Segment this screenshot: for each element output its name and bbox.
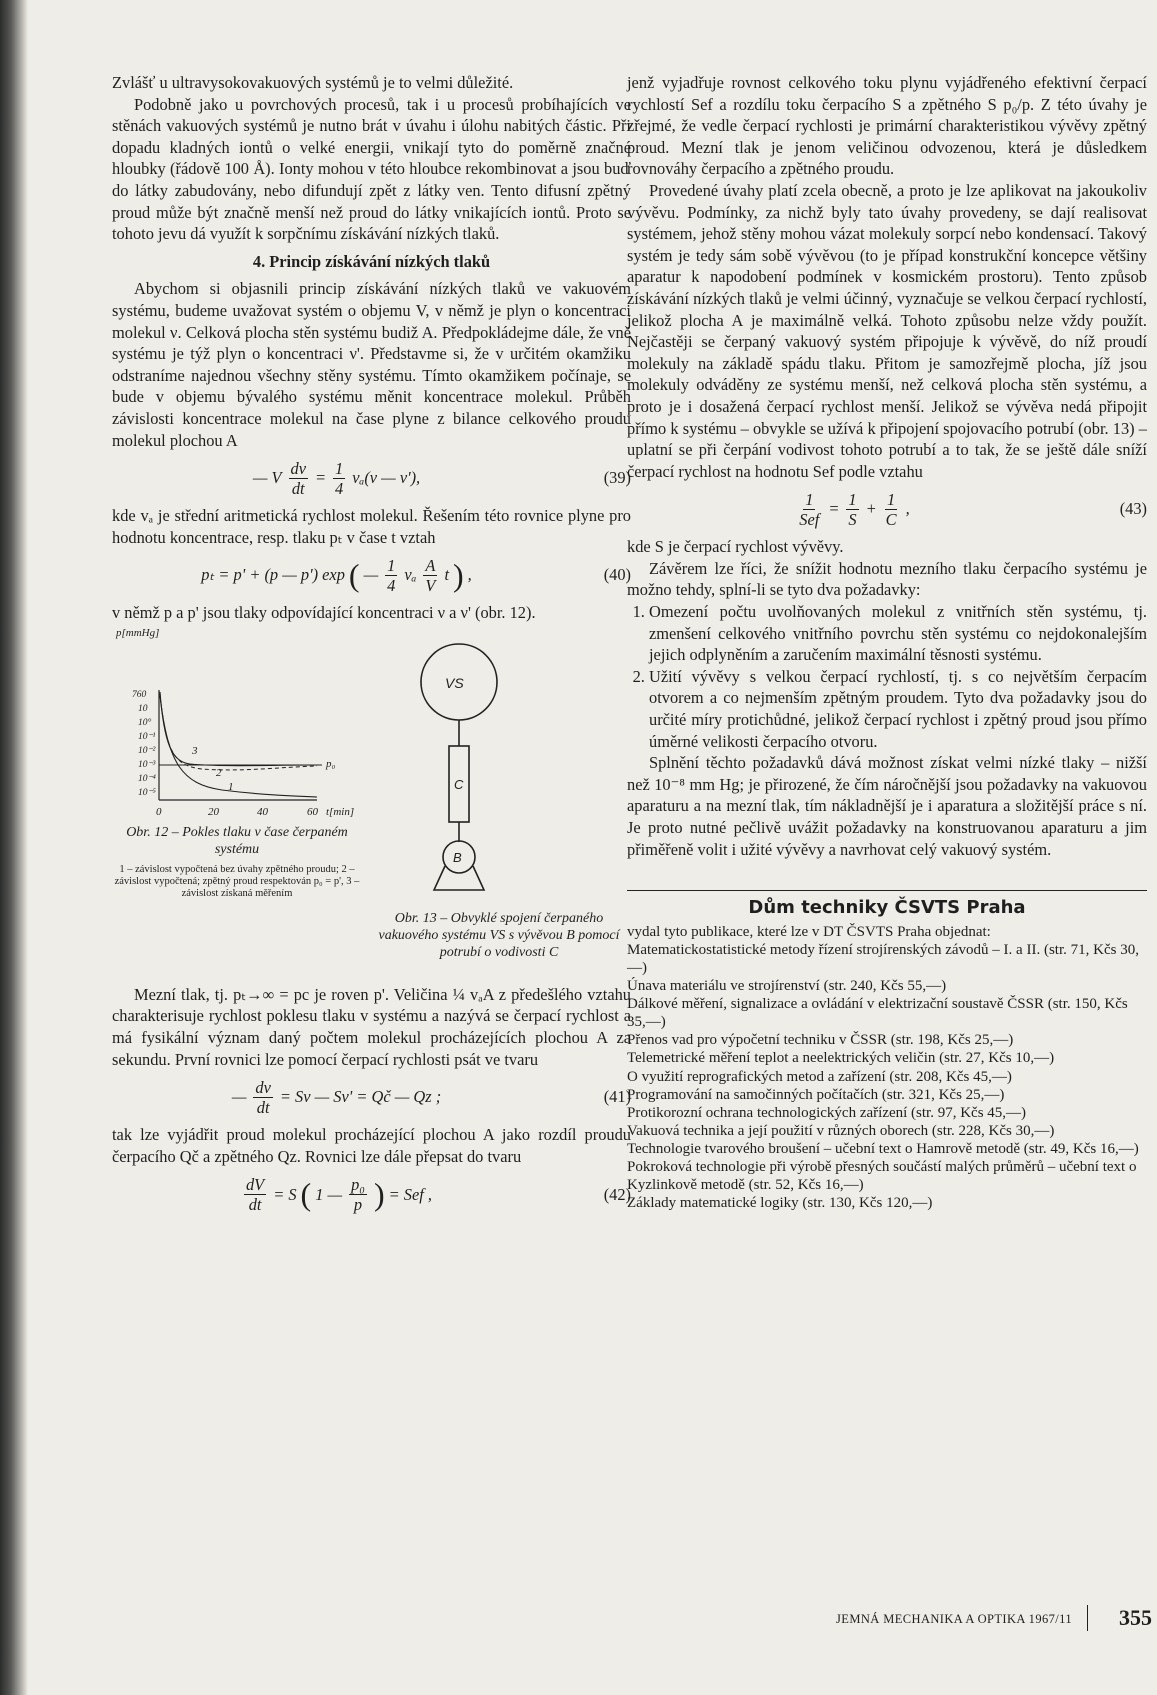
ad-item: Dálkové měření, signalizace a ovládání v elektrizační soustavě ČSSR (str. 150, Kčs 35,—) bbox=[627, 996, 1128, 1031]
book-binding-shadow bbox=[0, 0, 28, 1695]
curve-1 bbox=[160, 696, 317, 797]
vs-label: VS bbox=[445, 674, 464, 691]
figure-13-caption-block bbox=[374, 910, 624, 961]
paragraph: kde vₐ je střední aritmetická rychlost molekul. Řešením této rovnice plyne pro hodnotu koncentrace, resp. tlaku pₜ v čase t vztah bbox=[112, 506, 631, 547]
paragraph: tak lze vyjádřit proud molekul procházející plochou A jako rozdíl proudu čerpacího Qč a zpětného Qz. Rovnici lze dále přepsat do tvaru bbox=[112, 1125, 631, 1166]
ad-intro: vydal tyto publikace, které lze v DT ČSVTS Praha objednat: bbox=[627, 923, 991, 940]
paragraph: v němž p a p' jsou tlaky odpovídající koncentraci ν a ν' (obr. 12). bbox=[112, 603, 536, 623]
journal-title: JEMNÁ MECHANIKA A OPTIKA 1967/11 bbox=[836, 1612, 1072, 1626]
xtick: 0 bbox=[156, 805, 162, 818]
equation-number: (41) bbox=[603, 1087, 631, 1107]
figure-13-caption: Obr. 13 – Obvyklé spojení čerpaného vakuového systému VS s vývěvou B pomocí potrubí o vodivosti C bbox=[378, 910, 620, 960]
c-label: C bbox=[454, 776, 464, 792]
xtick: 40 bbox=[257, 805, 268, 818]
p0-label: p₀ bbox=[326, 757, 336, 770]
paragraph: Abychom si objasnili princip získávání nízkých tlaků ve vakuovém systému, budeme uvažovat systém o objemu V, v němž je plyn o koncentraci molekul ν. Celková plocha stěn systému budiž A. Předpokládejme dále, že vně systému je týž plyn o koncentraci ν'. Představme si, že v určitém okamžiku odstraníme najednou všechny stěny systému. Tímto okamžikem počínaje, se bude v objemu bývalého systému měnit koncentrace molekul. Průběh závislosti koncentrace molekul na čase plyne z bilance celkového proudu molekul plochou A bbox=[112, 279, 631, 450]
curve-label: 2 bbox=[216, 766, 222, 779]
curve-label: 1 bbox=[228, 780, 234, 793]
figures-area bbox=[112, 624, 631, 984]
ad-item: Vakuová technika a její použití v různých oborech (str. 228, Kčs 30,—) bbox=[627, 1122, 1055, 1139]
ad-item: O využití reprografických metod a zařízení (str. 208, Kčs 45,—) bbox=[627, 1068, 1012, 1085]
ad-item: Technologie tvarového broušení – učební text o Hamrově metodě (str. 49, Kčs 16,—) bbox=[627, 1140, 1139, 1157]
graph-xlabel: t[min] bbox=[326, 805, 355, 818]
ytick: 10 bbox=[138, 703, 148, 714]
figure-12-caption-block bbox=[112, 824, 362, 900]
ad-heading: Dům techniky ČSVTS Praha bbox=[748, 897, 1026, 919]
paragraph: Mezní tlak, tj. pₜ→∞ = pc je roven p'. Veličina ¼ vₐA z předešlého vztahu charakterisuje rychlost poklesu tlaku v systému a nazývá se čerpací rychlost a má fysikální význam daný počtem molekul procházejících plochou A za sekundu. První rovnici lze pomocí čerpací rychlosti psát ve tvaru bbox=[112, 984, 631, 1069]
ytick: 10⁻¹ bbox=[138, 731, 156, 742]
figure-12-legend: 1 – závislost vypočtená bez úvahy zpětného proudu; 2 – závislost vypočtená; zpětný proud respektován p₀ = p', 3 – závislost získaná měřením bbox=[114, 863, 360, 899]
section-heading: 4. Princip získávání nízkých tlaků bbox=[252, 251, 491, 271]
page-footer bbox=[788, 1603, 1157, 1635]
ytick: 10⁻³ bbox=[138, 759, 156, 770]
ad-item: Programování na samočinných počítačích (str. 321, Kčs 25,—) bbox=[627, 1086, 1005, 1103]
ad-item: Telemetrické měření teplot a neelektrických veličin (str. 27, Kčs 10,—) bbox=[627, 1050, 1055, 1067]
equation-41: — $\frac{d\nu}{dt}$ = Sν — Sν' = Qč — Qz ; (41) bbox=[112, 1074, 631, 1120]
ad-item: Únava materiálu ve strojírenství (str. 240, Kčs 55,—) bbox=[627, 978, 947, 995]
ad-item: Matematickostatistické metody řízení strojírenských závodů – I. a II. (str. 71, Kčs 30,—) bbox=[627, 941, 1139, 976]
page-number: 355 bbox=[1119, 1605, 1152, 1630]
footer-divider bbox=[1087, 1605, 1088, 1631]
paragraph: Splnění těchto požadavků dává možnost získat velmi nízké tlaky – nižší než 10⁻⁸ mm Hg; je přirozené, že čím náročnější jsou požadavky na vakuovou aparaturu a na mezní tlak, tím nákladnější je i aparatura a složitější práce s ní. Je proto nutné pečlivě uvážit požadavky na konstruovanou aparaturu a jim přiměřeně volit i užité vývěvy a navrhovat celý vakuový systém. bbox=[627, 753, 1147, 859]
ytick: 10⁻⁵ bbox=[138, 787, 156, 798]
equation-number: (42) bbox=[603, 1184, 631, 1204]
ytick: 760 bbox=[132, 689, 147, 700]
equation-43: $\frac{1}{\text{Sef}}$ = $\frac{1}{S}$ + $\frac{1}{C}$ , (43) bbox=[627, 486, 1147, 532]
ad-item: Základy matematické logiky (str. 130, Kčs 120,—) bbox=[627, 1195, 933, 1212]
paragraph: Závěrem lze říci, že snížit hodnotu mezního tlaku čerpacího systému je možno tehdy, splní-li se tyto dva požadavky: bbox=[627, 558, 1147, 600]
xtick: 20 bbox=[208, 805, 219, 818]
paragraph: Podobně jako u povrchových procesů, tak i u procesů probíhajících ve stěnách vakuových systémů je nutno brát v úvahu i úlohu nabitých částic. Při dopadu kladných iontů o velké energii, vnikají tyto do poměrně značné hloubky (řádově 100 Å). Ionty mohou v této hloubce rekombinovat a jsou buď do látky zabudovány, nebo difundují zpět z látky ven. Tento difusní zpětný proud může být značně menší než proud do látky vnikajících iontů. Proto se tohoto jevu dá využít k sorpčnímu získávání nízkých tlaků. bbox=[112, 94, 631, 244]
equation-number: (40) bbox=[603, 565, 631, 585]
left-column bbox=[112, 72, 631, 1221]
ad-item: Přenos vad pro výpočetní techniku v ČSSR (str. 198, Kčs 25,—) bbox=[627, 1032, 1014, 1049]
paragraph: Zvlášť u ultravysokovakuových systémů je to velmi důležité. bbox=[112, 73, 514, 92]
equation-number: (43) bbox=[1119, 499, 1147, 519]
paragraph: kde S je čerpací rychlost vývěvy. bbox=[627, 537, 844, 557]
figure-12-caption: Obr. 12 – Pokles tlaku v čase čerpaném systému bbox=[126, 824, 348, 857]
equation-42: $\frac{dV}{dt}$ = S ( 1 — $\frac{\text{p₀}}{p}$ ) = Sef , (42) bbox=[112, 1171, 631, 1217]
list-item: 1. Omezení počtu uvolňovaných molekul z vnitřních stěn systému, tj. zmenšení celkového vnitřního povrchu stěn systému co nejdokonalejším jejich odplyněním a zaručením maximální těsnosti systému. bbox=[649, 601, 1147, 666]
equation-39: — V $\frac{d\nu}{dt}$ = $\frac{1}{4}$ vₐ(ν — ν'), (39) bbox=[112, 455, 631, 501]
graph-ylabel: p[mmHg] bbox=[116, 626, 160, 639]
xtick: 60 bbox=[307, 805, 318, 818]
b-label: B bbox=[453, 849, 462, 865]
page bbox=[28, 0, 1157, 1695]
curve-2 bbox=[160, 694, 317, 770]
list-item: 2. Užití vývěvy s velkou čerpací rychlostí, tj. s co největším čerpacím otvorem a co nejmenším zpětným proudem. Tyto dva požadavky jsou do určité míry protichůdné, jelikož čerpací rychlost i zpětný proud jsou přímo úměrné velikosti čerpacího otvoru. bbox=[649, 666, 1147, 752]
ytick: 10° bbox=[138, 717, 152, 728]
paragraph: Provedené úvahy platí zcela obecně, a proto je lze aplikovat na jakoukoliv vývěvu. Podmínky, za nichž byly tato úvahy provedeny, se dají realisovat systémem, jehož stěny mohou vázat molekuly sorpcí nebo kondensací. Takový systém je tedy sám sobě vývěvou (to je případ konstrukční koncepce většiny aparatur k napodobení podmínek v kosmickém prostoru). Tento způsob získávání nízkých tlaků je velmi účinný, vyznačuje se velkou čerpací rychlostí, jelikož plocha A je maximálně velká. Tohoto způsobu nelze vždy použít. Nejčastěji se čerpaný vakuový systém připojuje k vývěvě, do níž proudí molekuly na základě spádu tlaku. Přitom je samozřejmě plocha, jíž jsou molekuly odváděny ze systému menší, než celková plocha stěn systému, a proto je i dosažená čerpací rychlost menší. Jelikož se vývěva nedá připojit přímo k systému – obvykle se užívá k připojení spojovacího potrubí (obr. 13) – uplatní se při čerpání vodivost tohoto potrubí a to tak, že se ještě dále sníží čerpací rychlost na hodnotu Sef podle vztahu bbox=[627, 180, 1147, 481]
equation-number: (39) bbox=[603, 468, 631, 488]
ad-item: Pokroková technologie při výrobě přesných součástí malých průměrů – učební text o Kyzlinkově metodě (str. 52, Kčs 16,—) bbox=[627, 1159, 1137, 1194]
curve-label: 3 bbox=[192, 744, 198, 757]
ad-item: Protikorozní ochrana technologických zařízení (str. 97, Kčs 45,—) bbox=[627, 1104, 1027, 1121]
paragraph: jenž vyjadřuje rovnost celkového toku plynu vyjádřeného efektivní čerpací rychlostí Sef a rozdílu toku čerpacího S a zpětného S p₀/p. Z této úvahy je zřejmé, že vedle čerpací rychlosti je primární charakteristikou vývěvy zpětný proud. Mezní tlak je jenom veličinou odvozenou, která je důsledkem rovnováhy čerpacího a zpětného proudu. bbox=[627, 73, 1147, 179]
requirements-list bbox=[627, 601, 1147, 752]
ytick: 10⁻⁴ bbox=[138, 773, 156, 784]
right-column bbox=[627, 72, 1147, 1212]
curve-3 bbox=[160, 692, 317, 766]
divider bbox=[627, 890, 1147, 891]
pump-base bbox=[434, 866, 484, 890]
equation-40: pₜ = p' + (p — p') exp ( — $\frac{1}{4}$ vₐ $\frac{A}{V}$ t ) , (40) bbox=[112, 552, 631, 598]
ytick: 10⁻² bbox=[138, 745, 156, 756]
